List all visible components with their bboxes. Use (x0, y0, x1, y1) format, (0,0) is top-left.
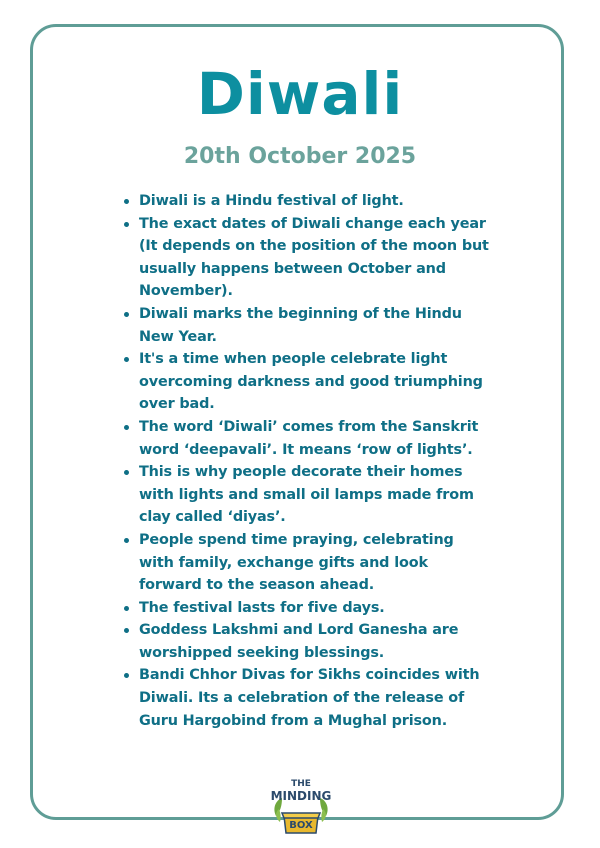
list-item: This is why people decorate their homes with lights and small oil lamps made from clay called ‘diyas’. (120, 461, 490, 529)
minding-box-logo (270, 776, 332, 836)
list-item: Diwali is a Hindu festival of light. (120, 190, 490, 213)
list-item: Diwali marks the beginning of the Hindu New Year. (120, 303, 490, 348)
facts-list (120, 190, 490, 732)
list-item: Goddess Lakshmi and Lord Ganesha are worshipped seeking blessings. (120, 619, 490, 664)
list-item: The festival lasts for five days. (120, 597, 490, 620)
list-item: People spend time praying, celebrating with family, exchange gifts and look forward to the season ahead. (120, 529, 490, 597)
logo-graphic (270, 776, 332, 836)
logo-text-box: BOX (289, 820, 313, 831)
list-item: The exact dates of Diwali change each year (It depends on the position of the moon but usually happens between October and November). (120, 213, 490, 303)
list-item: It's a time when people celebrate light overcoming darkness and good triumphing over bad. (120, 348, 490, 416)
list-item: The word ‘Diwali’ comes from the Sanskrit word ‘deepavali’. It means ‘row of lights’. (120, 416, 490, 461)
logo-text-the: THE (291, 779, 311, 789)
page-title: Diwali (196, 60, 404, 128)
event-date: 20th October 2025 (183, 144, 417, 169)
list-item: Bandi Chhor Divas for Sikhs coincides with Diwali. Its a celebration of the release of Guru Hargobind from a Mughal prison. (120, 664, 490, 732)
logo-text-minding: MINDING (270, 789, 332, 803)
